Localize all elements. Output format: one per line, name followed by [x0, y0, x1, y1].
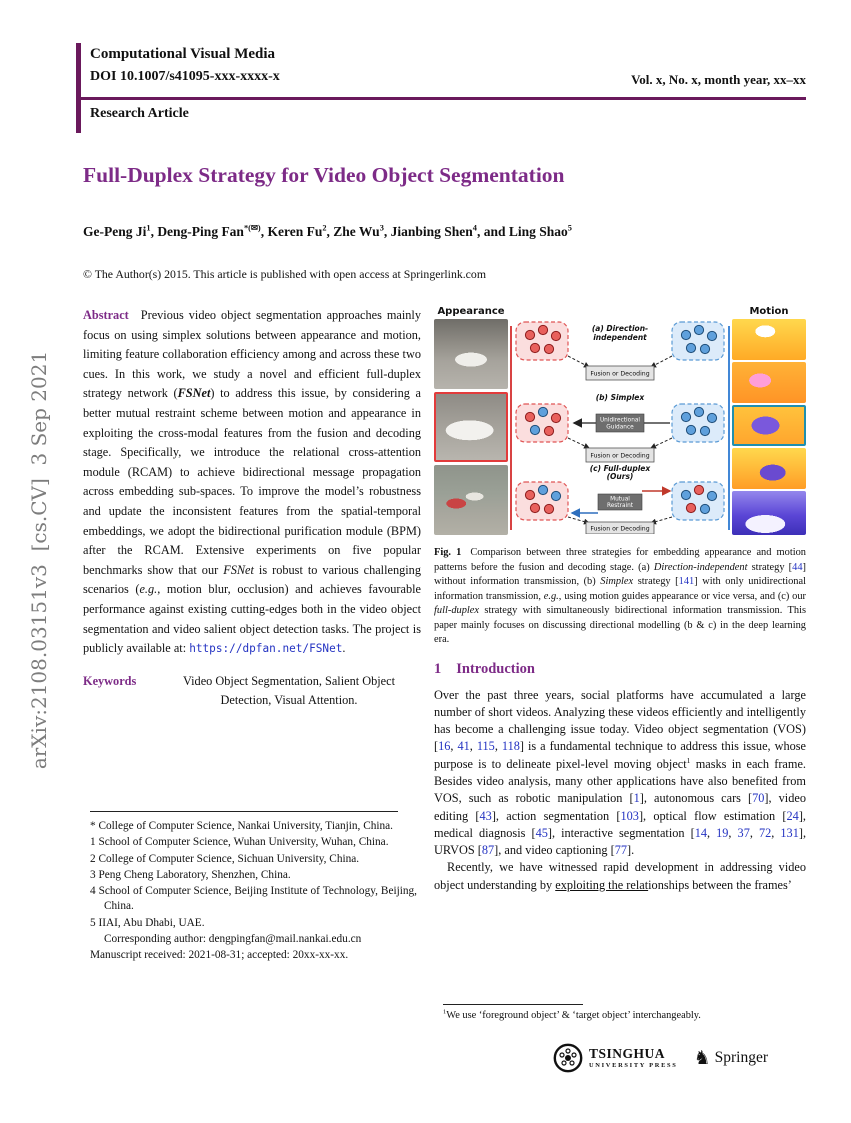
footnote-item: [90, 932, 417, 947]
link[interactable]: 70: [752, 791, 765, 806]
unidirectional-box-line2: Guidance: [606, 424, 634, 431]
link[interactable]: 115: [476, 739, 495, 754]
footnote-item: [90, 916, 417, 931]
springer-horse-icon: ♞: [693, 1046, 711, 1069]
footnote-separator: [90, 811, 398, 812]
footnote-text: School of Computer Science, Beijing Institute of Technology, Beijing, China.: [98, 885, 417, 913]
link[interactable]: 19: [716, 825, 729, 840]
intro-paragraph-1: Over the past three years, social platforms have accumulated a large number of short videos. Analyzing these videos efficiently and intelligently has become a challenging issue today. Video object segmentation (VOS) [16, 41, 115, 118] is a fundamental technique to address this issue, whose purpose is to delineate pixel-level moving object$^1$ masks in each frame. Besides video analysis, many other applications have also benefited from VOS, such as robotic manipulation [1], autonomous cars [70], video editing [43], action segmentation [103], optical flow estimation [24], medical diagnosis [45], interactive segmentation [14, 19, 37, 72, 131], URVOS [87], and video captioning [77].: [434, 687, 806, 858]
figure-caption: Fig. 1 Comparison between three strategies for embedding appearance and motion patterns before the fusion and decoding stage. (a) Direction-independent strategy [44] without information transmission, (b) Simplex strategy [141] with only unidirectional information transmission, e.g., using motion guides appearance or vice versa, and (c) our full-duplex strategy with simultaneously bidirectional information transmission. This paper mainly focuses on discussing directional modelling (b & c) in the deep learning era.: [434, 547, 806, 645]
intro-paragraph-2: Recently, we have witnessed rapid development in addressing video object understanding by exploiting the relationships between the frames’: [434, 860, 806, 892]
footnote-item: [90, 884, 417, 915]
footnote-marker: 2: [90, 852, 99, 865]
footnote-text: Peng Cheng Laboratory, Shenzhen, China.: [98, 868, 291, 881]
abstract-paragraph: Abstract Previous video object segmentation approaches mainly focus on using simplex solutions between appearance and motion, limiting feature collaboration efficiency among and across these two cues. In this work, we study a novel and efficient full-duplex strategy network (FSNet) to address this issue, by considering a better mutual restraint scheme between motion and appearance in exploiting the cross-modal features from the fusion and decoding stage. Specifically, we introduce the relational cross-attention module (RCAM) to achieve bidirectional message propagation across embedding sub-spaces. To improve the model’s robustness and update the inconsistent features from the spatial-temporal embeddings, we adopt the bidirectional purification module (BPM) after the RCAM. Extensive experiments on five popular benchmarks show that our FSNet is robust to various challenging scenarios (e.g., motion blur, occlusion) and achieves favourable performance against existing cutting-edges both in the video object segmentation and video salient object detection tasks. The project is publicly available at: https://dpfan.net/FSNet.: [83, 308, 421, 656]
link[interactable]: 1: [633, 791, 640, 806]
header-accent-bar: [76, 43, 81, 133]
mutual-box-line1: Mutual: [610, 496, 630, 503]
header-rule: [76, 97, 806, 100]
motion-frame-3-highlighted: [732, 405, 806, 446]
fusion-box-a-label: Fusion or Decoding: [590, 370, 650, 378]
tsinghua-press-block: [553, 1043, 678, 1073]
footnote-marker: 4: [90, 885, 99, 898]
footnote-marker: 3: [90, 868, 99, 881]
footnote-text: College of Computer Science, Nankai University, Tianjin, China.: [98, 820, 393, 832]
footnote-item: [90, 852, 417, 867]
footnote-item: [90, 819, 417, 834]
label-b: (b) Simplex: [595, 393, 645, 402]
right-footnote: $^1$We use ‘foreground object’ & ‘target object’ interchangeably.: [443, 1008, 701, 1021]
footnote-marker: 5: [90, 916, 99, 929]
link[interactable]: 37: [737, 825, 750, 840]
label-c-line2: (Ours): [606, 472, 634, 481]
keywords-label: Keywords: [83, 673, 137, 688]
right-column: [434, 306, 806, 1004]
motion-frame-4: [732, 448, 806, 489]
mutual-box-line2: Restraint: [606, 503, 634, 509]
motion-frame-1: [732, 319, 806, 360]
affiliations-list: [90, 819, 417, 965]
link[interactable]: 118: [501, 739, 520, 754]
appearance-connector-line: [510, 326, 512, 530]
appearance-frame-3: [434, 465, 508, 535]
strategy-a: [516, 322, 724, 380]
copyright-line: © The Author(s) 2015. This article is published with open access at Springerlink.com: [83, 267, 486, 281]
footnote-marker: 1: [90, 836, 99, 849]
footnote-item: [90, 835, 417, 850]
footnote-text: College of Computer Science, Sichuan University, China.: [98, 852, 360, 865]
right-footnote-separator: [443, 1004, 583, 1005]
article-type-label: Research Article: [90, 106, 189, 121]
strategy-b: [516, 393, 724, 462]
footnote-text: Manuscript received: 2021-08-31; accepted: 20xx-xx-xx.: [90, 949, 349, 962]
motion-frame-5: [732, 491, 806, 535]
link[interactable]: 103: [620, 808, 639, 823]
footnote-item: [90, 868, 417, 883]
section-title: Introduction: [456, 660, 535, 677]
keywords-text: Video Object Segmentation, Salient Object Detection, Visual Attention.: [182, 673, 395, 708]
label-a-line2: independent: [593, 333, 647, 342]
springer-name: Springer: [714, 1049, 768, 1066]
link[interactable]: 44: [792, 561, 803, 573]
link[interactable]: 24: [786, 808, 799, 823]
strategy-diagram: [514, 320, 726, 534]
footnote-item: [90, 948, 417, 963]
label-a-line1: (a) Direction-: [591, 324, 649, 333]
link[interactable]: 16: [438, 739, 451, 754]
link[interactable]: 141: [678, 576, 695, 587]
link[interactable]: 43: [479, 808, 492, 823]
fusion-box-c-label: Fusion or Decoding: [590, 525, 650, 533]
section-heading-introduction: [434, 661, 806, 678]
left-column: [83, 306, 421, 711]
appearance-column-label: Appearance: [437, 306, 505, 317]
link[interactable]: https://dpfan.net/FSNet: [189, 642, 343, 656]
link[interactable]: 87: [481, 843, 495, 858]
footnote-text: IIAI, Abu Dhabi, UAE.: [98, 916, 205, 929]
journal-volume: Vol. x, No. x, month year, xx–xx: [631, 72, 806, 87]
link[interactable]: 77: [614, 843, 628, 858]
tsinghua-logo: [553, 1043, 583, 1073]
unidirectional-box-line1: Unidirectional: [599, 417, 641, 424]
paper-title: Full-Duplex Strategy for Video Object Segmentation: [83, 163, 565, 187]
link[interactable]: 45: [535, 825, 548, 840]
fusion-box-b-label: Fusion or Decoding: [590, 452, 650, 460]
journal-name: Computational Visual Media: [90, 46, 276, 62]
motion-connector-line: [728, 326, 730, 530]
footnote-text: Corresponding author: dengpingfan@mail.nankai.edu.cn: [104, 933, 362, 946]
tsinghua-press-name: TSINGHUA UNIVERSITY PRESS: [588, 1046, 678, 1069]
appearance-frame-2-highlighted: [434, 392, 508, 462]
publisher-logos: [553, 1043, 768, 1073]
motion-frame-2: [732, 362, 806, 403]
springer-block: [693, 1046, 768, 1069]
authors-line: Ge-Peng Ji$^1$, Deng-Ping Fan*(✉), Keren Fu$^2$, Zhe Wu$^3$, Jianbing Shen$^4$, and Ling Shao$^5$: [83, 223, 572, 239]
footnote-marker: *: [90, 820, 99, 832]
keywords-block: [83, 672, 421, 711]
journal-doi: DOI 10.1007/s41095-xxx-xxxx-x: [90, 69, 280, 84]
link[interactable]: 14: [694, 825, 707, 840]
figure-1: [434, 306, 806, 536]
motion-column-label: Motion: [749, 306, 789, 317]
footnote-text: School of Computer Science, Wuhan University, Wuhan, China.: [98, 836, 389, 849]
strategy-c: [516, 464, 724, 534]
label-c-line1: (c) Full-duplex: [589, 464, 651, 473]
arxiv-watermark: arXiv:2108.03151v3 [cs.CV] 3 Sep 2021: [27, 350, 51, 770]
link[interactable]: 131: [780, 825, 799, 840]
section-number: 1: [434, 660, 442, 677]
link[interactable]: 72: [758, 825, 772, 840]
link[interactable]: 41: [457, 739, 470, 754]
appearance-frame-1: [434, 319, 508, 389]
